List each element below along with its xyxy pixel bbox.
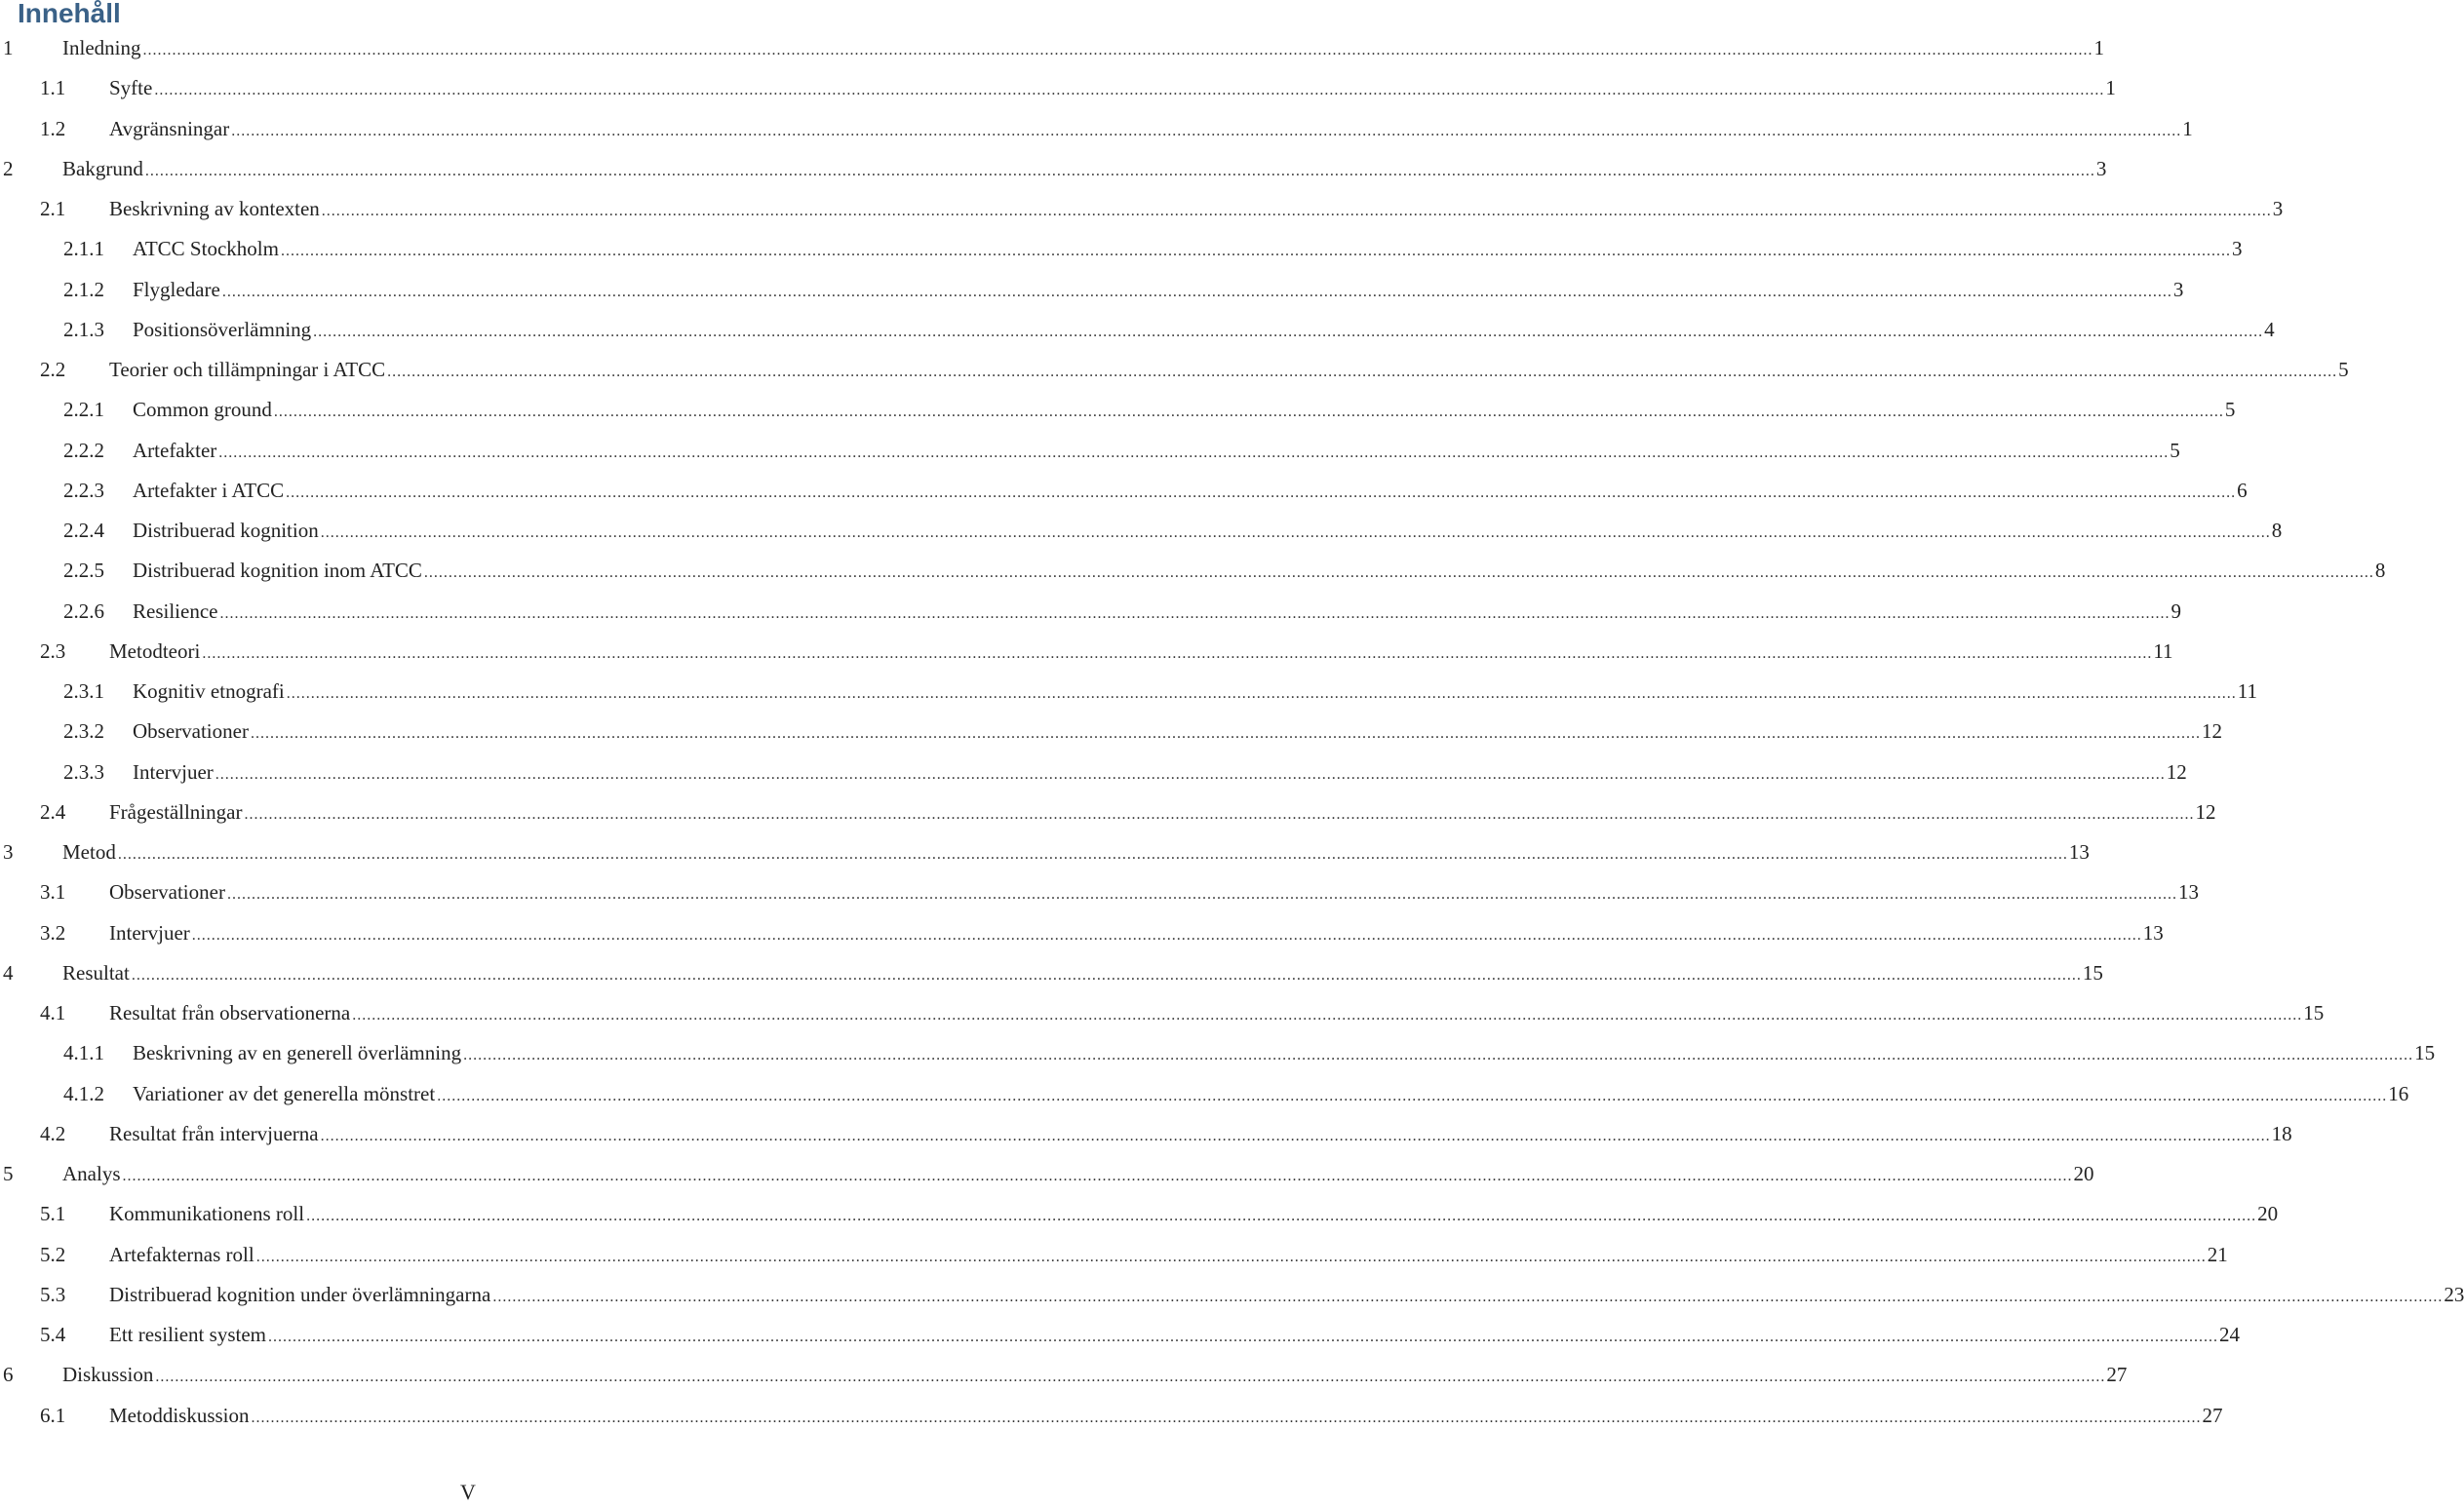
toc-entry-page[interactable]: 5 bbox=[2338, 358, 2349, 381]
toc-entry-title[interactable]: Variationer av det generella mönstret bbox=[133, 1081, 436, 1105]
toc-entry-title[interactable]: Frågeställningar bbox=[109, 799, 243, 824]
toc-entry-page[interactable]: 1 bbox=[2093, 36, 2104, 59]
toc-entry-number: 2.3 bbox=[40, 638, 66, 663]
toc-entry-page[interactable]: 16 bbox=[2388, 1081, 2409, 1105]
toc-entry-line bbox=[133, 1033, 2436, 1075]
toc-entry[interactable] bbox=[0, 712, 2222, 752]
toc-dot-leader: ................................................................................................................................................................................................................................................................................................................................................................................................................ bbox=[352, 1007, 2303, 1024]
toc-entry-page[interactable]: 15 bbox=[2082, 960, 2103, 985]
toc-entry-page[interactable]: 21 bbox=[2207, 1242, 2228, 1266]
toc-entry-page[interactable]: 12 bbox=[2195, 799, 2216, 824]
toc-entry-line bbox=[62, 28, 2104, 70]
toc-entry-number: 6 bbox=[3, 1363, 14, 1387]
toc-entry-page[interactable]: 12 bbox=[2166, 759, 2187, 784]
toc-entry-number: 2.3.1 bbox=[63, 679, 104, 703]
toc-entry[interactable] bbox=[0, 28, 2104, 68]
toc-entry-title[interactable]: Beskrivning av en generell överlämning bbox=[133, 1041, 462, 1065]
toc-entry-title[interactable]: Intervjuer bbox=[133, 759, 214, 784]
toc-entry-title[interactable]: Resultat bbox=[62, 960, 130, 985]
toc-entry[interactable] bbox=[0, 792, 2216, 832]
toc-dot-leader: ................................................................................................................................................................................................................................................................................................................................................................................................................ bbox=[219, 604, 2171, 622]
toc-entry-page[interactable]: 15 bbox=[2303, 1001, 2325, 1024]
toc-entry-page[interactable]: 13 bbox=[2068, 840, 2090, 864]
toc-entry-title[interactable]: Intervjuer bbox=[109, 920, 190, 945]
toc-entry[interactable] bbox=[0, 390, 2236, 430]
toc-entry[interactable] bbox=[0, 1396, 2223, 1436]
toc-entry-page[interactable]: 4 bbox=[2264, 317, 2275, 341]
toc-entry-line bbox=[109, 350, 2349, 392]
toc-entry-line bbox=[109, 189, 2284, 231]
toc-entry-number: 2.2.2 bbox=[63, 438, 104, 462]
toc-entry-page[interactable]: 13 bbox=[2142, 920, 2164, 945]
toc-dot-leader: ................................................................................................................................................................................................................................................................................................................................................................................................................ bbox=[320, 1127, 2271, 1144]
toc-entry-line bbox=[109, 1275, 2464, 1317]
toc-entry-line bbox=[109, 1396, 2223, 1438]
toc-entry[interactable] bbox=[0, 1235, 2228, 1275]
toc-entry-title[interactable]: Observationer bbox=[109, 880, 225, 905]
toc-dot-leader: ................................................................................................................................................................................................................................................................................................................................................................................................................ bbox=[313, 323, 2264, 340]
toc-entry[interactable] bbox=[0, 1275, 2464, 1315]
toc-entry-number: 2.3.3 bbox=[63, 759, 104, 784]
toc-entry-number: 3.1 bbox=[40, 880, 66, 905]
toc-entry-title[interactable]: Metodteori bbox=[109, 638, 201, 663]
toc-entry-title[interactable]: Inledning bbox=[62, 36, 141, 59]
toc-entry-line bbox=[133, 551, 2386, 593]
toc-entry-page[interactable]: 11 bbox=[2153, 638, 2173, 663]
toc-entry[interactable] bbox=[0, 68, 2116, 108]
toc-entry-number: 2.1.1 bbox=[63, 237, 104, 261]
toc-entry-number: 2.2.5 bbox=[63, 559, 104, 583]
toc-entry-title[interactable]: Artefakter i ATCC bbox=[133, 478, 285, 502]
toc-entry-number: 1.1 bbox=[40, 76, 66, 100]
toc-entry[interactable] bbox=[0, 913, 2164, 953]
toc-entry-title[interactable]: Distribuerad kognition inom ATCC bbox=[133, 559, 422, 583]
toc-entry-line bbox=[109, 792, 2216, 834]
toc-entry-number: 1.2 bbox=[40, 116, 66, 140]
toc-dot-leader: ................................................................................................................................................................................................................................................................................................................................................................................................................ bbox=[131, 966, 2082, 984]
toc-entry-page[interactable]: 5 bbox=[2224, 398, 2236, 422]
page-number: V bbox=[460, 1480, 476, 1504]
toc-entry-page[interactable]: 27 bbox=[2202, 1403, 2223, 1427]
toc-entry[interactable] bbox=[0, 993, 2325, 1033]
toc-entry-number: 2.2.4 bbox=[63, 519, 104, 542]
toc-dot-leader: ................................................................................................................................................................................................................................................................................................................................................................................................................ bbox=[191, 926, 2142, 944]
toc-entry-number: 5.4 bbox=[40, 1323, 66, 1346]
toc-entry-page[interactable]: 1 bbox=[2105, 76, 2116, 100]
toc-dot-leader: ................................................................................................................................................................................................................................................................................................................................................................................................................ bbox=[231, 122, 2182, 139]
toc-entry-page[interactable]: 3 bbox=[2172, 277, 2184, 301]
toc-entry-line bbox=[62, 1355, 2128, 1397]
toc-entry[interactable] bbox=[0, 832, 2090, 872]
toc-entry-page[interactable]: 6 bbox=[2237, 478, 2248, 502]
toc-entry-number: 2.2 bbox=[40, 358, 66, 381]
toc-dot-leader: ................................................................................................................................................................................................................................................................................................................................................................................................................ bbox=[215, 765, 2166, 783]
toc-entry[interactable] bbox=[0, 511, 2283, 551]
toc-dot-leader: ................................................................................................................................................................................................................................................................................................................................................................................................................ bbox=[155, 1369, 2106, 1386]
toc-entry-line bbox=[109, 1194, 2279, 1236]
toc-entry-line bbox=[62, 1154, 2094, 1196]
toc-entry[interactable] bbox=[0, 109, 2193, 149]
toc-dot-leader: ................................................................................................................................................................................................................................................................................................................................................................................................................ bbox=[154, 82, 2105, 99]
toc-entry-line bbox=[109, 1235, 2228, 1277]
toc-entry[interactable] bbox=[0, 872, 2199, 912]
toc-entry-line bbox=[109, 993, 2325, 1035]
toc-entry-number: 4.1 bbox=[40, 1001, 66, 1024]
toc-entry-number: 2.2.6 bbox=[63, 599, 104, 623]
toc-entry-number: 5.1 bbox=[40, 1202, 66, 1226]
toc-entry-title[interactable]: Diskussion bbox=[62, 1363, 154, 1387]
toc-entry-title[interactable]: Teorier och tillämpningar i ATCC bbox=[109, 358, 386, 381]
toc-entry-line bbox=[133, 310, 2275, 352]
toc-entry[interactable] bbox=[0, 229, 2243, 269]
toc-entry[interactable] bbox=[0, 592, 2181, 632]
toc-dot-leader: ................................................................................................................................................................................................................................................................................................................................................................................................................ bbox=[251, 1409, 2202, 1426]
toc-entry[interactable] bbox=[0, 1114, 2292, 1154]
toc-entry-page[interactable]: 9 bbox=[2171, 599, 2181, 623]
toc-dot-leader: ................................................................................................................................................................................................................................................................................................................................................................................................................ bbox=[387, 364, 2338, 380]
toc-entry-line bbox=[133, 592, 2181, 634]
toc-dot-leader: ................................................................................................................................................................................................................................................................................................................................................................................................................ bbox=[286, 483, 2237, 501]
toc-entry[interactable] bbox=[0, 1154, 2094, 1194]
toc-entry-title[interactable]: Kognitiv etnografi bbox=[133, 679, 285, 703]
toc-dot-leader: ................................................................................................................................................................................................................................................................................................................................................................................................................ bbox=[286, 685, 2237, 702]
toc-entry-number: 5.3 bbox=[40, 1282, 66, 1306]
toc-entry-title[interactable]: Bakgrund bbox=[62, 156, 143, 180]
toc-entry-line bbox=[133, 712, 2222, 754]
toc-entry-title[interactable]: Distribuerad kognition bbox=[133, 519, 319, 542]
toc-entry-page[interactable]: 3 bbox=[2095, 156, 2107, 180]
toc-entry-title[interactable]: Artefakter bbox=[133, 438, 217, 462]
toc-dot-leader: ................................................................................................................................................................................................................................................................................................................................................................................................................ bbox=[218, 444, 2170, 461]
toc-entry[interactable] bbox=[0, 431, 2180, 471]
toc-entry-number: 3.2 bbox=[40, 920, 66, 945]
toc-entry[interactable] bbox=[0, 149, 2107, 189]
toc-entry-page[interactable]: 23 bbox=[2444, 1282, 2464, 1306]
toc-dot-leader: ................................................................................................................................................................................................................................................................................................................................................................................................................ bbox=[226, 886, 2177, 904]
toc-entry-line bbox=[109, 913, 2164, 955]
toc-entry-number: 2.1.2 bbox=[63, 277, 104, 301]
toc-entry-title[interactable]: Observationer bbox=[133, 719, 249, 744]
toc-entry-page[interactable]: 5 bbox=[2170, 438, 2180, 462]
toc-entry-line bbox=[133, 672, 2257, 714]
toc-entry-title[interactable]: Distribuerad kognition under överlämningarna bbox=[109, 1282, 491, 1306]
toc-dot-leader: ................................................................................................................................................................................................................................................................................................................................................................................................................ bbox=[273, 404, 2224, 421]
toc-entry-number: 1 bbox=[3, 36, 14, 59]
toc-entry-line bbox=[109, 68, 2116, 110]
toc-dot-leader: ................................................................................................................................................................................................................................................................................................................................................................................................................ bbox=[437, 1087, 2388, 1104]
toc-dot-leader: ................................................................................................................................................................................................................................................................................................................................................................................................................ bbox=[221, 283, 2172, 300]
toc-entry-title[interactable]: ATCC Stockholm bbox=[133, 237, 279, 261]
toc-entry-number: 2.2.3 bbox=[63, 478, 104, 502]
toc-entry-number: 5.2 bbox=[40, 1242, 66, 1266]
toc-entry-number: 5 bbox=[3, 1162, 14, 1185]
toc-entry-line bbox=[133, 229, 2243, 271]
toc-entry-page[interactable]: 1 bbox=[2182, 116, 2193, 140]
toc-entry[interactable] bbox=[0, 350, 2349, 390]
toc-entry-page[interactable]: 15 bbox=[2414, 1041, 2436, 1065]
toc-entry-title[interactable]: Resultat från observationerna bbox=[109, 1001, 351, 1024]
toc-entry-line bbox=[109, 1315, 2240, 1357]
toc-dot-leader: ................................................................................................................................................................................................................................................................................................................................................................................................................ bbox=[142, 42, 2093, 58]
toc-entry-line bbox=[133, 511, 2283, 553]
toc-entry-line bbox=[62, 832, 2090, 874]
toc-entry-title[interactable]: Analys bbox=[62, 1162, 121, 1185]
toc-entry-page[interactable]: 8 bbox=[2374, 559, 2386, 583]
toc-entry-title[interactable]: Syfte bbox=[109, 76, 153, 100]
toc-entry-line bbox=[109, 109, 2193, 151]
toc-dot-leader: ................................................................................................................................................................................................................................................................................................................................................................................................................ bbox=[117, 846, 2068, 863]
toc-dot-leader: ................................................................................................................................................................................................................................................................................................................................................................................................................ bbox=[306, 1208, 2257, 1225]
toc-dot-leader: ................................................................................................................................................................................................................................................................................................................................................................................................................ bbox=[463, 1047, 2414, 1064]
toc-entry-number: 2.3.2 bbox=[63, 719, 104, 744]
toc-entry-line bbox=[133, 270, 2184, 312]
table-of-contents bbox=[0, 28, 2464, 1436]
toc-entry-line bbox=[62, 953, 2103, 995]
toc-entry-title[interactable]: Avgränsningar bbox=[109, 116, 230, 140]
toc-entry-number: 2.1 bbox=[40, 197, 66, 220]
toc-entry-title[interactable]: Common ground bbox=[133, 398, 272, 422]
toc-entry[interactable] bbox=[0, 310, 2275, 350]
toc-entry-title[interactable]: Positionsöverlämning bbox=[133, 317, 312, 341]
toc-entry-page[interactable]: 18 bbox=[2271, 1121, 2292, 1145]
toc-entry[interactable] bbox=[0, 1074, 2409, 1114]
toc-entry-number: 4.2 bbox=[40, 1121, 66, 1145]
toc-entry-number: 4.1.2 bbox=[63, 1081, 104, 1105]
toc-entry-title[interactable]: Metod bbox=[62, 840, 116, 864]
toc-dot-leader: ................................................................................................................................................................................................................................................................................................................................................................................................................ bbox=[267, 1329, 2218, 1345]
toc-entry[interactable] bbox=[0, 270, 2184, 310]
toc-entry-title[interactable]: Metoddiskussion bbox=[109, 1403, 250, 1427]
toc-dot-leader: ................................................................................................................................................................................................................................................................................................................................................................................................................ bbox=[423, 564, 2374, 582]
toc-entry[interactable] bbox=[0, 953, 2103, 993]
toc-entry-line bbox=[133, 471, 2248, 513]
toc-heading: Innehåll bbox=[18, 0, 121, 28]
toc-entry-page[interactable]: 24 bbox=[2218, 1323, 2240, 1346]
toc-entry-number: 3 bbox=[3, 840, 14, 864]
toc-dot-leader: ................................................................................................................................................................................................................................................................................................................................................................................................................ bbox=[144, 162, 2095, 179]
toc-entry-number: 4 bbox=[3, 960, 14, 985]
toc-entry-line bbox=[109, 1114, 2292, 1156]
toc-entry-title[interactable]: Artefakternas roll bbox=[109, 1242, 254, 1266]
toc-entry[interactable] bbox=[0, 189, 2284, 229]
toc-entry-number: 2 bbox=[3, 156, 14, 180]
toc-entry-title[interactable]: Ett resilient system bbox=[109, 1323, 266, 1346]
toc-entry[interactable] bbox=[0, 551, 2386, 591]
toc-entry-page[interactable]: 20 bbox=[2257, 1202, 2279, 1226]
toc-entry-line bbox=[62, 149, 2107, 191]
toc-entry-line bbox=[109, 632, 2173, 674]
toc-entry-line bbox=[133, 431, 2180, 473]
toc-dot-leader: ................................................................................................................................................................................................................................................................................................................................................................................................................ bbox=[321, 203, 2272, 219]
toc-entry-page[interactable]: 8 bbox=[2271, 519, 2283, 542]
toc-entry-page[interactable]: 13 bbox=[2177, 880, 2199, 905]
toc-entry-line bbox=[133, 390, 2236, 432]
toc-dot-leader: ................................................................................................................................................................................................................................................................................................................................................................................................................ bbox=[280, 243, 2231, 260]
toc-entry-title[interactable]: Resilience bbox=[133, 599, 218, 623]
toc-entry-line bbox=[133, 753, 2187, 794]
toc-entry-number: 4.1.1 bbox=[63, 1041, 104, 1065]
toc-entry-line bbox=[109, 872, 2199, 914]
toc-entry-page[interactable]: 11 bbox=[2237, 679, 2257, 703]
toc-entry[interactable] bbox=[0, 471, 2248, 511]
toc-dot-leader: ................................................................................................................................................................................................................................................................................................................................................................................................................ bbox=[492, 1288, 2444, 1305]
toc-entry-number: 2.1.3 bbox=[63, 317, 104, 341]
toc-entry[interactable] bbox=[0, 1033, 2436, 1073]
toc-entry-page[interactable]: 3 bbox=[2272, 197, 2284, 220]
toc-dot-leader: ................................................................................................................................................................................................................................................................................................................................................................................................................ bbox=[250, 725, 2201, 743]
toc-entry[interactable] bbox=[0, 1315, 2240, 1355]
toc-entry[interactable] bbox=[0, 753, 2187, 792]
toc-entry-title[interactable]: Flygledare bbox=[133, 277, 220, 301]
toc-entry[interactable] bbox=[0, 672, 2257, 712]
toc-dot-leader: ................................................................................................................................................................................................................................................................................................................................................................................................................ bbox=[202, 644, 2153, 662]
toc-dot-leader: ................................................................................................................................................................................................................................................................................................................................................................................................................ bbox=[255, 1248, 2207, 1265]
toc-entry-title[interactable]: Kommunikationens roll bbox=[109, 1202, 305, 1226]
toc-entry[interactable] bbox=[0, 1194, 2279, 1234]
toc-entry-title[interactable]: Resultat från intervjuerna bbox=[109, 1121, 319, 1145]
toc-entry-number: 2.4 bbox=[40, 799, 66, 824]
toc-entry-number: 2.2.1 bbox=[63, 398, 104, 422]
toc-entry[interactable] bbox=[0, 1355, 2128, 1395]
toc-dot-leader: ................................................................................................................................................................................................................................................................................................................................................................................................................ bbox=[122, 1168, 2073, 1184]
toc-dot-leader: ................................................................................................................................................................................................................................................................................................................................................................................................................ bbox=[244, 805, 2195, 823]
toc-entry-page[interactable]: 20 bbox=[2073, 1162, 2094, 1185]
toc-entry-line bbox=[133, 1074, 2409, 1116]
toc-entry[interactable] bbox=[0, 632, 2173, 672]
toc-entry-page[interactable]: 27 bbox=[2106, 1363, 2128, 1387]
toc-entry-title[interactable]: Beskrivning av kontexten bbox=[109, 197, 320, 220]
toc-entry-number: 6.1 bbox=[40, 1403, 66, 1427]
toc-entry-page[interactable]: 12 bbox=[2201, 719, 2222, 744]
toc-entry-page[interactable]: 3 bbox=[2231, 237, 2243, 261]
toc-dot-leader: ................................................................................................................................................................................................................................................................................................................................................................................................................ bbox=[320, 524, 2271, 541]
